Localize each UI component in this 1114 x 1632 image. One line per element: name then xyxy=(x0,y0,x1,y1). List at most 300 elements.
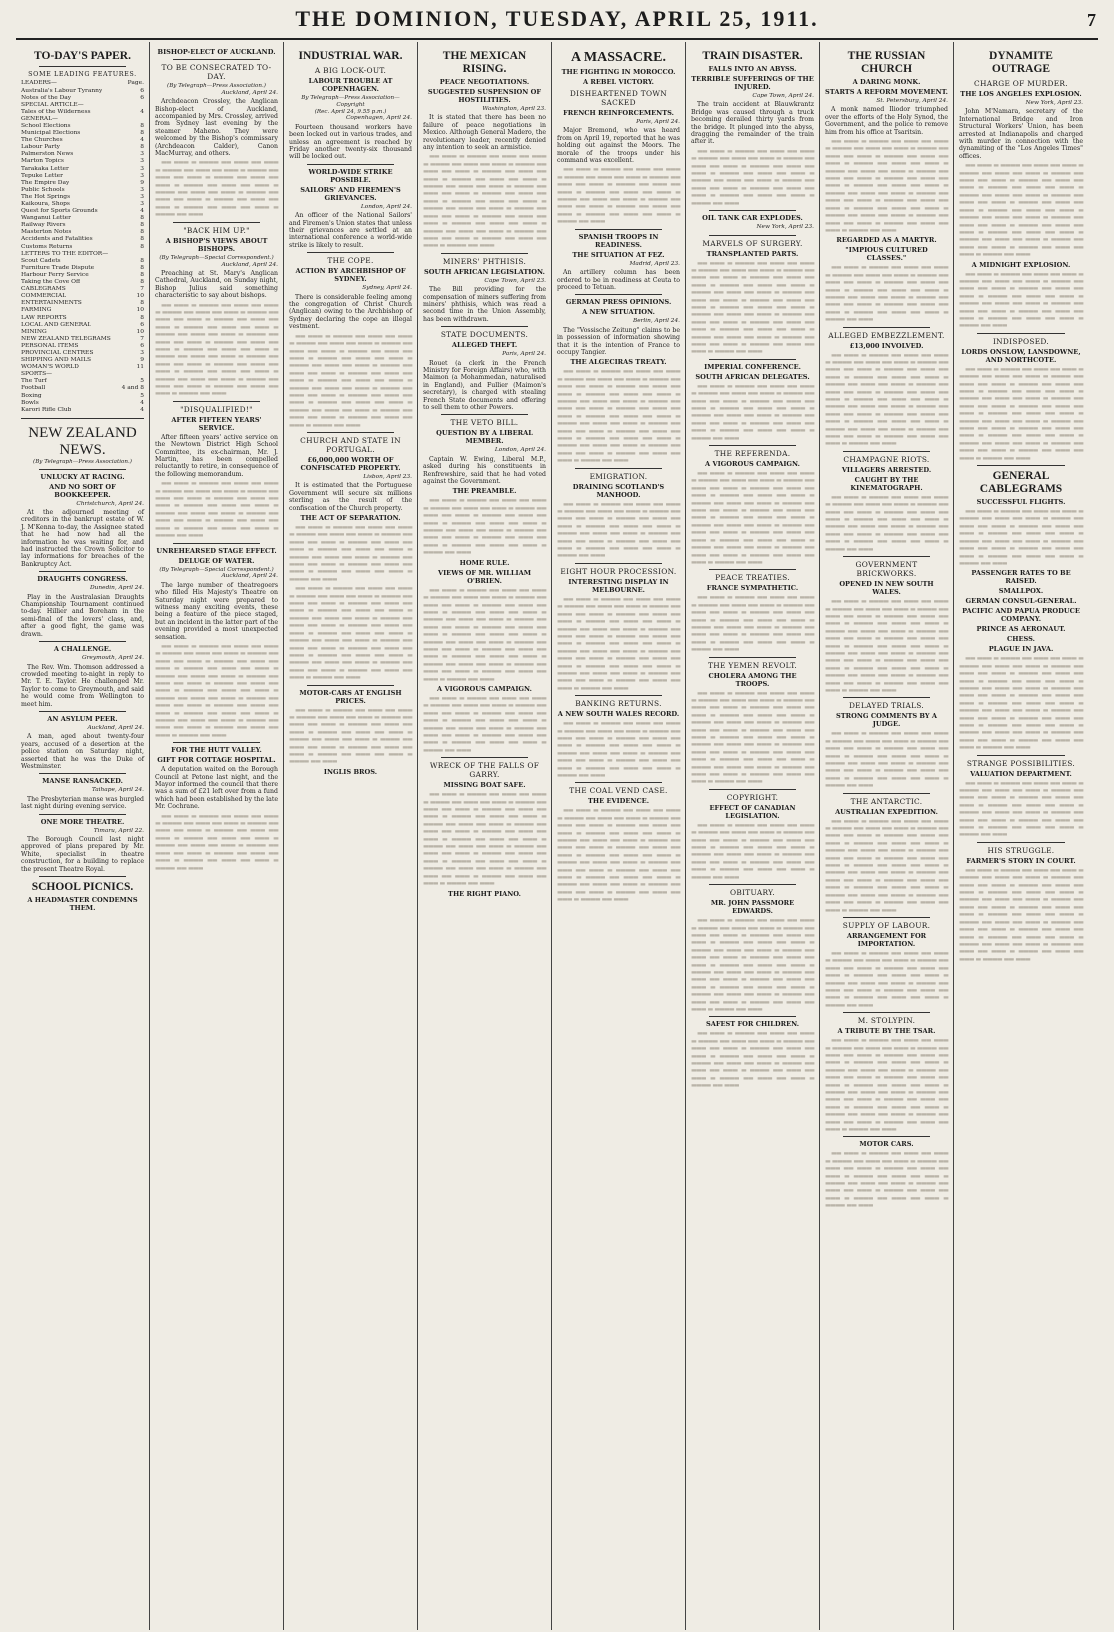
story-subheading: A TRIBUTE BY THE TSAR. xyxy=(837,1027,936,1036)
story-subheading: LORDS ONSLOW, LANSDOWNE, AND NORTHCOTE. xyxy=(961,347,1081,364)
index-entry xyxy=(21,173,144,180)
index-entry xyxy=(21,109,144,116)
index-entry xyxy=(21,151,144,158)
index-entry xyxy=(21,343,144,350)
story-body: Preaching at St. Mary's Anglican Cathedral, Auckland, on Sunday night, Bishop Julius said something characteristic to say about bishops. xyxy=(155,269,278,300)
story-body: It is estimated that the Portuguese Government will secure six millions sterling as the result of the confiscation of the Church property. xyxy=(289,482,412,512)
story-subheading: THE ACT OF SEPARATION. xyxy=(300,514,401,523)
index-entry xyxy=(21,407,144,414)
dateline: London, April 24. xyxy=(360,203,412,210)
index-entry-label: The Turf xyxy=(21,378,47,385)
index-entry xyxy=(21,258,144,265)
filler-text: ▬▬ ▬▬▬ ▬ ▬▬▬▬ ▬▬ ▬▬▬ ▬▬ ▬▬▬ ▬ ▬▬▬▬ ▬▬ ▬▬▬ ▬▬ ▬▬▬ ▬ ▬▬▬▬ ▬▬ ▬▬▬ ▬▬ ▬▬▬ ▬ ▬▬▬▬ ▬▬ ▬▬▬ ▬▬ ▬▬▬ ▬ ▬▬▬▬ ▬▬ ▬▬▬ ▬▬ ▬▬▬ ▬ ▬▬▬▬ ▬▬ ▬▬▬ ▬▬ ▬▬▬ ▬ ▬▬▬▬ ▬▬ ▬▬▬ ▬▬ ▬▬▬ ▬ ▬▬▬▬ ▬▬ ▬▬▬ ▬▬ ▬▬▬ ▬ ▬▬▬▬ ▬▬ ▬▬▬ ▬▬ ▬▬▬ ▬ ▬▬▬▬ ▬▬ ▬▬▬ xyxy=(825,730,948,790)
advert-footer: INGLIS BROS. xyxy=(323,767,378,776)
index-entry-label: ENTERTAINMENTS xyxy=(21,300,82,307)
filler-text: ▬▬ ▬▬▬ ▬ ▬▬▬▬ ▬▬ ▬▬▬ ▬▬ ▬▬▬ ▬ ▬▬▬▬ ▬▬ ▬▬▬ ▬▬ ▬▬▬ ▬ ▬▬▬▬ ▬▬ ▬▬▬ ▬▬ ▬▬▬ ▬ ▬▬▬▬ ▬▬ ▬▬▬ ▬▬ ▬▬▬ ▬ ▬▬▬▬ ▬▬ ▬▬▬ ▬▬ ▬▬▬ ▬ ▬▬▬▬ ▬▬ ▬▬▬ ▬▬ ▬▬▬ ▬ ▬▬▬▬ ▬▬ ▬▬▬ ▬▬ ▬▬▬ ▬ ▬▬▬▬ ▬▬ ▬▬▬ ▬▬ ▬▬▬ ▬ ▬▬▬▬ ▬▬ ▬▬▬ ▬▬ ▬▬▬ ▬ ▬▬▬▬ ▬▬ ▬▬▬ xyxy=(691,1030,814,1090)
story-subheading: THE RIGHT PIANO. xyxy=(448,889,521,898)
story-heading: INDUSTRIAL WAR. xyxy=(298,50,403,62)
index-entry-page: 8 xyxy=(140,300,144,307)
story-subheading: THE FIGHTING IN MOROCCO. xyxy=(561,68,676,76)
index-entry xyxy=(21,385,144,392)
story-subheading: TO BE CONSECRATED TO-DAY. xyxy=(161,63,272,81)
index-entry xyxy=(21,80,144,87)
story-subheading: PASSENGER RATES TO BE RAISED. xyxy=(971,569,1071,586)
filler-text: ▬▬ ▬▬▬ ▬ ▬▬▬▬ ▬▬ ▬▬▬ ▬▬ ▬▬▬ ▬ ▬▬▬▬ ▬▬ ▬▬▬ ▬▬ ▬▬▬ ▬ ▬▬▬▬ ▬▬ ▬▬▬ ▬▬ ▬▬▬ ▬ ▬▬▬▬ ▬▬ ▬▬▬ ▬▬ ▬▬▬ ▬ ▬▬▬▬ ▬▬ ▬▬▬ ▬▬ ▬▬▬ ▬ ▬▬▬▬ ▬▬ ▬▬▬ ▬▬ ▬▬▬ ▬ ▬▬▬▬ ▬▬ ▬▬▬ ▬▬ ▬▬▬ ▬ ▬▬▬▬ ▬▬ ▬▬▬ ▬▬ ▬▬▬ ▬ ▬▬▬▬ ▬▬ ▬▬▬ ▬▬ ▬▬▬ ▬ ▬▬▬▬ ▬▬ ▬▬▬ xyxy=(691,382,814,442)
filler-text: ▬▬ ▬▬▬ ▬ ▬▬▬▬ ▬▬ ▬▬▬ ▬▬ ▬▬▬ ▬ ▬▬▬▬ ▬▬ ▬▬▬ ▬▬ ▬▬▬ ▬ ▬▬▬▬ ▬▬ ▬▬▬ ▬▬ ▬▬▬ ▬ ▬▬▬▬ ▬▬ ▬▬▬ ▬▬ ▬▬▬ ▬ ▬▬▬▬ ▬▬ ▬▬▬ ▬▬ ▬▬▬ ▬ ▬▬▬▬ ▬▬ ▬▬▬ ▬▬ ▬▬▬ ▬ ▬▬▬▬ ▬▬ ▬▬▬ ▬▬ ▬▬▬ ▬ ▬▬▬▬ ▬▬ ▬▬▬ ▬▬ ▬▬▬ ▬ ▬▬▬▬ ▬▬ ▬▬▬ ▬▬ ▬▬▬ ▬ ▬▬▬▬ ▬▬ ▬▬▬ ▬▬ ▬▬▬ ▬ ▬▬▬▬ ▬▬ ▬▬▬ ▬▬ ▬▬▬ ▬ ▬▬▬▬ ▬▬ ▬▬▬ ▬▬ ▬▬▬ ▬ ▬▬▬▬ ▬▬ ▬▬▬ ▬▬ ▬▬▬ ▬ ▬▬▬▬ ▬▬ ▬▬▬ ▬▬ ▬▬▬ ▬ ▬▬▬▬ ▬▬ ▬▬▬ ▬▬ ▬▬▬ ▬ ▬▬▬▬ ▬▬ ▬▬▬ ▬▬ ▬▬▬ ▬ ▬▬▬▬ ▬▬ ▬▬▬ xyxy=(959,365,1083,462)
story-subheading: A VIGOROUS CAMPAIGN. xyxy=(437,684,532,693)
filler-text: ▬▬ ▬▬▬ ▬ ▬▬▬▬ ▬▬ ▬▬▬ ▬▬ ▬▬▬ ▬ ▬▬▬▬ ▬▬ ▬▬▬ ▬▬ ▬▬▬ ▬ ▬▬▬▬ ▬▬ ▬▬▬ ▬▬ ▬▬▬ ▬ ▬▬▬▬ ▬▬ ▬▬▬ ▬▬ ▬▬▬ ▬ ▬▬▬▬ ▬▬ ▬▬▬ ▬▬ ▬▬▬ ▬ ▬▬▬▬ ▬▬ ▬▬▬ ▬▬ ▬▬▬ ▬ ▬▬▬▬ ▬▬ ▬▬▬ ▬▬ ▬▬▬ ▬ ▬▬▬▬ ▬▬ ▬▬▬ ▬▬ ▬▬▬ ▬ ▬▬▬▬ ▬▬ ▬▬▬ ▬▬ ▬▬▬ ▬ ▬▬▬▬ ▬▬ ▬▬▬ ▬▬ ▬▬▬ ▬ ▬▬▬▬ ▬▬ ▬▬▬ ▬▬ ▬▬▬ ▬ ▬▬▬▬ ▬▬ ▬▬▬ ▬▬ ▬▬▬ ▬ ▬▬▬▬ ▬▬ ▬▬▬ ▬▬ ▬▬▬ ▬ ▬▬▬▬ ▬▬ ▬▬▬ ▬▬ ▬▬▬ ▬ ▬▬▬▬ ▬▬ ▬▬▬ ▬▬ ▬▬▬ ▬ ▬▬▬▬ ▬▬ ▬▬▬ ▬▬ ▬▬▬ ▬ ▬▬▬▬ ▬▬ ▬▬▬ xyxy=(423,153,546,250)
story-heading: UNLUCKY AT RACING. xyxy=(40,472,125,481)
index-entry-label: Taking the Cove Off xyxy=(21,279,81,286)
index-entry xyxy=(21,201,144,208)
filler-text: ▬▬ ▬▬▬ ▬ ▬▬▬▬ ▬▬ ▬▬▬ ▬▬ ▬▬▬ ▬ ▬▬▬▬ ▬▬ ▬▬▬ ▬▬ ▬▬▬ ▬ ▬▬▬▬ ▬▬ ▬▬▬ ▬▬ ▬▬▬ ▬ ▬▬▬▬ ▬▬ ▬▬▬ ▬▬ ▬▬▬ ▬ ▬▬▬▬ ▬▬ ▬▬▬ ▬▬ ▬▬▬ ▬ ▬▬▬▬ ▬▬ ▬▬▬ ▬▬ ▬▬▬ ▬ ▬▬▬▬ ▬▬ ▬▬▬ ▬▬ ▬▬▬ ▬ ▬▬▬▬ ▬▬ ▬▬▬ ▬▬ ▬▬▬ ▬ ▬▬▬▬ ▬▬ ▬▬▬ ▬▬ ▬▬▬ ▬ ▬▬▬▬ ▬▬ ▬▬▬ ▬▬ ▬▬▬ ▬ ▬▬▬▬ ▬▬ ▬▬▬ ▬▬ ▬▬▬ ▬ ▬▬▬▬ ▬▬ ▬▬▬ ▬▬ ▬▬▬ ▬ ▬▬▬▬ ▬▬ ▬▬▬ ▬▬ ▬▬▬ ▬ ▬▬▬▬ ▬▬ ▬▬▬ ▬▬ ▬▬▬ ▬ ▬▬▬▬ ▬▬ ▬▬▬ ▬▬ ▬▬▬ ▬ ▬▬▬▬ ▬▬ ▬▬▬ ▬▬ ▬▬▬ ▬ ▬▬▬▬ ▬▬ ▬▬▬ xyxy=(557,807,680,904)
story-subheading: REGARDED AS A MARTYR. xyxy=(836,236,937,245)
story-heading: SUPPLY OF LABOUR. xyxy=(842,920,931,930)
index-entry-page: 8 xyxy=(140,314,144,321)
story-heading: THE VETO BILL. xyxy=(450,418,519,428)
dateline: Madrid, April 23. xyxy=(629,260,680,267)
story-subheading: MR. JOHN PASSMORE EDWARDS. xyxy=(710,899,795,916)
story-heading: UNREHEARSED STAGE EFFECT. xyxy=(156,546,277,555)
dateline: Copenhagen, April 24. xyxy=(346,115,412,122)
story-heading: IMPERIAL CONFERENCE. xyxy=(704,362,801,371)
story-heading: THE REFERENDA. xyxy=(714,449,791,459)
story-subheading: HOME RULE. xyxy=(459,558,510,567)
story-subheading: EFFECT OF CANADIAN LEGISLATION. xyxy=(709,803,796,820)
index-entry xyxy=(21,222,144,229)
index-entry xyxy=(21,378,144,385)
index-entry-page: 6 xyxy=(140,342,144,349)
index-entry-page: 3 xyxy=(140,151,144,158)
advert-heading: MOTOR CARS. xyxy=(859,1140,914,1149)
masthead xyxy=(16,6,1098,40)
filler-text: ▬▬ ▬▬▬ ▬ ▬▬▬▬ ▬▬ ▬▬▬ ▬▬ ▬▬▬ ▬ ▬▬▬▬ ▬▬ ▬▬▬ ▬▬ ▬▬▬ ▬ ▬▬▬▬ ▬▬ ▬▬▬ ▬▬ ▬▬▬ ▬ ▬▬▬▬ ▬▬ ▬▬▬ ▬▬ ▬▬▬ ▬ ▬▬▬▬ ▬▬ ▬▬▬ ▬▬ ▬▬▬ ▬ ▬▬▬▬ ▬▬ ▬▬▬ ▬▬ ▬▬▬ ▬ ▬▬▬▬ ▬▬ ▬▬▬ ▬▬ ▬▬▬ ▬ ▬▬▬▬ ▬▬ ▬▬▬ ▬▬ ▬▬▬ ▬ ▬▬▬▬ ▬▬ ▬▬▬ ▬▬ ▬▬▬ ▬ ▬▬▬▬ ▬▬ ▬▬▬ ▬▬ ▬▬▬ ▬ ▬▬▬▬ ▬▬ ▬▬▬ ▬▬ ▬▬▬ ▬ ▬▬▬▬ ▬▬ ▬▬▬ ▬▬ ▬▬▬ ▬ ▬▬▬▬ ▬▬ ▬▬▬ ▬▬ ▬▬▬ ▬ ▬▬▬▬ ▬▬ ▬▬▬ ▬▬ ▬▬▬ ▬ ▬▬▬▬ ▬▬ ▬▬▬ ▬▬ ▬▬▬ ▬ ▬▬▬▬ ▬▬ ▬▬▬ ▬▬ ▬▬▬ ▬ ▬▬▬▬ ▬▬ ▬▬▬ xyxy=(289,585,412,682)
index-entry xyxy=(21,293,144,300)
story-subheading: LABOUR TROUBLE AT COPENHAGEN. xyxy=(308,77,393,93)
index-entry-label: CABLEGRAMS xyxy=(21,286,66,293)
story-subheading: CAUGHT BY THE KINEMATOGRAPH. xyxy=(850,475,923,492)
story-heading: STRANGE POSSIBILITIES. xyxy=(966,758,1076,768)
story-subheading: PACIFIC AND PAPUA PRODUCE COMPANY. xyxy=(962,607,1080,624)
story-heading: CHAMPAGNE RIOTS. xyxy=(843,454,930,464)
index-entry-label: GENERAL— xyxy=(21,115,58,122)
index-entry-page: 10 xyxy=(136,293,144,300)
story-heading: PEACE TREATIES. xyxy=(715,573,790,583)
dateline: Paris, April 24. xyxy=(502,351,546,358)
filler-text: ▬▬ ▬▬▬ ▬ ▬▬▬▬ ▬▬ ▬▬▬ ▬▬ ▬▬▬ ▬ ▬▬▬▬ ▬▬ ▬▬▬ ▬▬ ▬▬▬ ▬ ▬▬▬▬ ▬▬ ▬▬▬ ▬▬ ▬▬▬ ▬ ▬▬▬▬ ▬▬ ▬▬▬ ▬▬ ▬▬▬ ▬ ▬▬▬▬ ▬▬ ▬▬▬ ▬▬ ▬▬▬ ▬ ▬▬▬▬ ▬▬ ▬▬▬ ▬▬ ▬▬▬ ▬ ▬▬▬▬ ▬▬ ▬▬▬ ▬▬ ▬▬▬ ▬ ▬▬▬▬ ▬▬ ▬▬▬ ▬▬ ▬▬▬ ▬ ▬▬▬▬ ▬▬ ▬▬▬ ▬▬ ▬▬▬ ▬ ▬▬▬▬ ▬▬ ▬▬▬ xyxy=(959,779,1083,839)
dateline: Auckland, April 24. xyxy=(221,261,278,268)
index-entry-label: Australia's Labour Tyranny xyxy=(21,87,103,94)
story-body: The large number of theatregoers who filled His Majesty's Theatre on Saturday night were prepared to witness many exciting events, these being a feature of the piece staged, but an incident in the latter part of the evening provided a most unexpected sensation. xyxy=(155,581,278,641)
index-entry-label: PERSONAL ITEMS xyxy=(21,342,79,349)
dateline: Sydney, April 24. xyxy=(362,285,412,292)
index-entry xyxy=(21,371,144,378)
filler-text: ▬▬ ▬▬▬ ▬ ▬▬▬▬ ▬▬ ▬▬▬ ▬▬ ▬▬▬ ▬ ▬▬▬▬ ▬▬ ▬▬▬ ▬▬ ▬▬▬ ▬ ▬▬▬▬ ▬▬ ▬▬▬ ▬▬ ▬▬▬ ▬ ▬▬▬▬ ▬▬ ▬▬▬ ▬▬ ▬▬▬ ▬ ▬▬▬▬ ▬▬ ▬▬▬ ▬▬ ▬▬▬ ▬ ▬▬▬▬ ▬▬ ▬▬▬ ▬▬ ▬▬▬ ▬ ▬▬▬▬ ▬▬ ▬▬▬ ▬▬ ▬▬▬ ▬ ▬▬▬▬ ▬▬ ▬▬▬ ▬▬ ▬▬▬ ▬ ▬▬▬▬ ▬▬ ▬▬▬ ▬▬ ▬▬▬ ▬ ▬▬▬▬ ▬▬ ▬▬▬ ▬▬ ▬▬▬ ▬ ▬▬▬▬ ▬▬ ▬▬▬ ▬▬ ▬▬▬ ▬ ▬▬▬▬ ▬▬ ▬▬▬ ▬▬ ▬▬▬ ▬ ▬▬▬▬ ▬▬ ▬▬▬ ▬▬ ▬▬▬ ▬ ▬▬▬▬ ▬▬ ▬▬▬ ▬▬ ▬▬▬ ▬ ▬▬▬▬ ▬▬ ▬▬▬ ▬▬ ▬▬▬ ▬ ▬▬▬▬ ▬▬ ▬▬▬ ▬▬ ▬▬▬ ▬ ▬▬▬▬ ▬▬ ▬▬▬ xyxy=(557,368,680,465)
advert-heading: MOTOR-CARS AT ENGLISH PRICES. xyxy=(299,688,402,705)
story-subheading: FARMER'S STORY IN COURT. xyxy=(966,856,1076,865)
story-subheading: DISHEARTENED TOWN SACKED xyxy=(569,89,668,107)
index-entry xyxy=(21,137,144,144)
filler-text: ▬▬ ▬▬▬ ▬ ▬▬▬▬ ▬▬ ▬▬▬ ▬▬ ▬▬▬ ▬ ▬▬▬▬ ▬▬ ▬▬▬ ▬▬ ▬▬▬ ▬ ▬▬▬▬ ▬▬ ▬▬▬ ▬▬ ▬▬▬ ▬ ▬▬▬▬ ▬▬ ▬▬▬ ▬▬ ▬▬▬ ▬ ▬▬▬▬ ▬▬ ▬▬▬ ▬▬ ▬▬▬ ▬ ▬▬▬▬ ▬▬ ▬▬▬ ▬▬ ▬▬▬ ▬ ▬▬▬▬ ▬▬ ▬▬▬ ▬▬ ▬▬▬ ▬ ▬▬▬▬ ▬▬ ▬▬▬ ▬▬ ▬▬▬ ▬ ▬▬▬▬ ▬▬ ▬▬▬ ▬▬ ▬▬▬ ▬ ▬▬▬▬ ▬▬ ▬▬▬ xyxy=(155,159,278,219)
story-body: Fourteen thousand workers have been locked out in various trades, and unless an agreement is reached by Friday another twenty-six thousand will be locked out. xyxy=(289,123,412,161)
dateline: Christchurch, April 24. xyxy=(76,500,144,507)
filler-text: ▬▬ ▬▬▬ ▬ ▬▬▬▬ ▬▬ ▬▬▬ ▬▬ ▬▬▬ ▬ ▬▬▬▬ ▬▬ ▬▬▬ ▬▬ ▬▬▬ ▬ ▬▬▬▬ ▬▬ ▬▬▬ ▬▬ ▬▬▬ ▬ ▬▬▬▬ ▬▬ ▬▬▬ ▬▬ ▬▬▬ ▬ ▬▬▬▬ ▬▬ ▬▬▬ ▬▬ ▬▬▬ ▬ ▬▬▬▬ ▬▬ ▬▬▬ ▬▬ ▬▬▬ ▬ ▬▬▬▬ ▬▬ ▬▬▬ ▬▬ ▬▬▬ ▬ ▬▬▬▬ ▬▬ ▬▬▬ ▬▬ ▬▬▬ ▬ ▬▬▬▬ ▬▬ ▬▬▬ ▬▬ ▬▬▬ ▬ ▬▬▬▬ ▬▬ ▬▬▬ ▬▬ ▬▬▬ ▬ ▬▬▬▬ ▬▬ ▬▬▬ ▬▬ ▬▬▬ ▬ ▬▬▬▬ ▬▬ ▬▬▬ ▬▬ ▬▬▬ ▬ ▬▬▬▬ ▬▬ ▬▬▬ ▬▬ ▬▬▬ ▬ ▬▬▬▬ ▬▬ ▬▬▬ ▬▬ ▬▬▬ ▬ ▬▬▬▬ ▬▬ ▬▬▬ ▬▬ ▬▬▬ ▬ ▬▬▬▬ ▬▬ ▬▬▬ ▬▬ ▬▬▬ ▬ ▬▬▬▬ ▬▬ ▬▬▬ xyxy=(155,642,278,739)
index-entry xyxy=(21,244,144,251)
index-entry-page: 8 xyxy=(140,279,144,286)
received-line: (Rec. April 24, 9.55 p.m.) xyxy=(314,108,387,115)
filler-text: ▬▬ ▬▬▬ ▬ ▬▬▬▬ ▬▬ ▬▬▬ ▬▬ ▬▬▬ ▬ ▬▬▬▬ ▬▬ ▬▬▬ ▬▬ ▬▬▬ ▬ ▬▬▬▬ ▬▬ ▬▬▬ ▬▬ ▬▬▬ ▬ ▬▬▬▬ ▬▬ ▬▬▬ ▬▬ ▬▬▬ ▬ ▬▬▬▬ ▬▬ ▬▬▬ ▬▬ ▬▬▬ ▬ ▬▬▬▬ ▬▬ ▬▬▬ ▬▬ ▬▬▬ ▬ ▬▬▬▬ ▬▬ ▬▬▬ ▬▬ ▬▬▬ ▬ ▬▬▬▬ ▬▬ ▬▬▬ ▬▬ ▬▬▬ ▬ ▬▬▬▬ ▬▬ ▬▬▬ ▬▬ ▬▬▬ ▬ ▬▬▬▬ ▬▬ ▬▬▬ xyxy=(825,1150,948,1210)
index-entry-page: 11 xyxy=(136,364,144,371)
index-entry-label: Labour Party xyxy=(21,144,60,151)
story-body: Archdeacon Crossley, the Anglican Bishop-elect of Auckland, accompanied by Mrs. Crossley, arrived from Sydney last evening by the steamer Maheno. They were welcomed by the Bishop's commissary (Archdeacon Calder), Canon MacMurray, and others. xyxy=(155,98,278,158)
index-entry-label: LOCAL AND GENERAL xyxy=(21,321,92,328)
filler-text: ▬▬ ▬▬▬ ▬ ▬▬▬▬ ▬▬ ▬▬▬ ▬▬ ▬▬▬ ▬ ▬▬▬▬ ▬▬ ▬▬▬ ▬▬ ▬▬▬ ▬ ▬▬▬▬ ▬▬ ▬▬▬ ▬▬ ▬▬▬ ▬ ▬▬▬▬ ▬▬ ▬▬▬ ▬▬ ▬▬▬ ▬ ▬▬▬▬ ▬▬ ▬▬▬ ▬▬ ▬▬▬ ▬ ▬▬▬▬ ▬▬ ▬▬▬ ▬▬ ▬▬▬ ▬ ▬▬▬▬ ▬▬ ▬▬▬ ▬▬ ▬▬▬ ▬ ▬▬▬▬ ▬▬ ▬▬▬ ▬▬ ▬▬▬ ▬ ▬▬▬▬ ▬▬ ▬▬▬ ▬▬ ▬▬▬ ▬ ▬▬▬▬ ▬▬ ▬▬▬ xyxy=(825,264,948,324)
story-subheading: DELUGE OF WATER. xyxy=(178,556,255,565)
index-entry xyxy=(21,336,144,343)
story-subheading: TRANSPLANTED PARTS. xyxy=(706,249,799,258)
index-entry xyxy=(21,215,144,222)
story-body: It is stated that there has been no failure of peace negotiations in Mexico. Although General Madero, the revolutionary leader, recently denied any intention to seek an armistice. xyxy=(423,114,546,152)
story-heading: HIS STRUGGLE. xyxy=(987,845,1055,855)
dateline: Washington, April 23. xyxy=(482,106,546,112)
story-subheading: A NEW SOUTH WALES RECORD. xyxy=(557,710,680,719)
source-line: By Telegraph—Press Association—Copyright xyxy=(301,95,400,108)
index-entry-page: 3 xyxy=(140,158,144,165)
dateline: Timaru, April 22. xyxy=(93,827,144,834)
story-body: The Rev. Wm. Thomson addressed a crowded meeting to-night in reply to Mr. T. E. Taylor. He challenged Mr. Taylor to come to Greymouth, and said he would come from Wellington to meet him. xyxy=(21,663,144,708)
story-subheading: A DARING MONK. xyxy=(852,78,921,86)
index-entry-label: PROVINCIAL CENTRES xyxy=(21,349,94,356)
index-entry-page: 9 xyxy=(140,179,144,186)
dateline: Auckland, April 24. xyxy=(221,89,278,96)
todays-paper-heading: TO-DAY'S PAPER. xyxy=(34,50,131,62)
index-entry-page: 8 xyxy=(140,229,144,236)
index-entry xyxy=(21,300,144,307)
index-entry-page: 3 xyxy=(140,349,144,356)
nz-news-heading: NEW ZEALAND NEWS. xyxy=(28,424,137,458)
story-heading: AN ASYLUM PEER. xyxy=(47,714,118,723)
story-subheading: ARRANGEMENT FOR IMPORTATION. xyxy=(846,931,927,948)
index-entry-label: NEW ZEALAND TELEGRAMS xyxy=(21,335,111,342)
index-entry-label: Karori Rifle Club xyxy=(21,406,72,413)
index-entry xyxy=(21,315,144,322)
filler-text: ▬▬ ▬▬▬ ▬ ▬▬▬▬ ▬▬ ▬▬▬ ▬▬ ▬▬▬ ▬ ▬▬▬▬ ▬▬ ▬▬▬ ▬▬ ▬▬▬ ▬ ▬▬▬▬ ▬▬ ▬▬▬ ▬▬ ▬▬▬ ▬ ▬▬▬▬ ▬▬ ▬▬▬ ▬▬ ▬▬▬ ▬ ▬▬▬▬ ▬▬ ▬▬▬ ▬▬ ▬▬▬ ▬ ▬▬▬▬ ▬▬ ▬▬▬ ▬▬ ▬▬▬ ▬ ▬▬▬▬ ▬▬ ▬▬▬ ▬▬ ▬▬▬ ▬ ▬▬▬▬ ▬▬ ▬▬▬ ▬▬ ▬▬▬ ▬ ▬▬▬▬ ▬▬ ▬▬▬ ▬▬ ▬▬▬ ▬ ▬▬▬▬ ▬▬ ▬▬▬ ▬▬ ▬▬▬ ▬ ▬▬▬▬ ▬▬ ▬▬▬ ▬▬ ▬▬▬ ▬ ▬▬▬▬ ▬▬ ▬▬▬ ▬▬ ▬▬▬ ▬ ▬▬▬▬ ▬▬ ▬▬▬ ▬▬ ▬▬▬ ▬ ▬▬▬▬ ▬▬ ▬▬▬ ▬▬ ▬▬▬ ▬ ▬▬▬▬ ▬▬ ▬▬▬ ▬▬ ▬▬▬ ▬ ▬▬▬▬ ▬▬ ▬▬▬ ▬▬ ▬▬▬ ▬ ▬▬▬▬ ▬▬ ▬▬▬ xyxy=(825,598,948,694)
story-body: An artillery column has been ordered to be in readiness at Ceuta to proceed to Tetuan. xyxy=(557,269,680,291)
story-subheading: THE PREAMBLE. xyxy=(452,487,517,496)
index-entry-page: 5 xyxy=(140,378,144,385)
dateline: Cape Town, April 24. xyxy=(752,93,814,99)
index-entry-page: 4 and 8 xyxy=(121,385,144,392)
story-heading: WORLD-WIDE STRIKE POSSIBLE. xyxy=(308,167,393,184)
story-heading: EMIGRATION. xyxy=(589,471,648,481)
story-subheading: £6,000,000 WORTH OF CONFISCATED PROPERTY. xyxy=(300,455,401,472)
index-entry-page: 3 xyxy=(140,165,144,172)
source-line: (By Telegraph—Special Correspondent.) xyxy=(159,566,274,573)
story-body: A deputation waited on the Borough Council at Petone last night, and the Mayor informed the council that there was a sum of £21 left over from a fund which had been established by the late Mr. Cochrane. xyxy=(155,766,278,811)
story-heading: M. STOLYPIN. xyxy=(857,1016,916,1026)
story-heading: OBITUARY. xyxy=(730,888,775,898)
dateline: Auckland, April 24. xyxy=(87,724,144,731)
index-entry-label: SPORTS— xyxy=(21,371,53,378)
index-entry-page: 7 xyxy=(140,286,144,293)
index-entry-label: SPECIAL ARTICLE— xyxy=(21,101,84,108)
index-entry xyxy=(21,286,144,293)
story-heading: "DISQUALIFIED!" xyxy=(180,404,253,414)
filler-text: ▬▬ ▬▬▬ ▬ ▬▬▬▬ ▬▬ ▬▬▬ ▬▬ ▬▬▬ ▬ ▬▬▬▬ ▬▬ ▬▬▬ ▬▬ ▬▬▬ ▬ ▬▬▬▬ ▬▬ ▬▬▬ ▬▬ ▬▬▬ ▬ ▬▬▬▬ ▬▬ ▬▬▬ ▬▬ ▬▬▬ ▬ ▬▬▬▬ ▬▬ ▬▬▬ ▬▬ ▬▬▬ ▬ ▬▬▬▬ ▬▬ ▬▬▬ ▬▬ ▬▬▬ ▬ ▬▬▬▬ ▬▬ ▬▬▬ ▬▬ ▬▬▬ ▬ ▬▬▬▬ ▬▬ ▬▬▬ ▬▬ ▬▬▬ ▬ ▬▬▬▬ ▬▬ ▬▬▬ ▬▬ ▬▬▬ ▬ ▬▬▬▬ ▬▬ ▬▬▬ xyxy=(825,949,948,1009)
story-heading: CHURCH AND STATE IN PORTUGAL. xyxy=(300,435,401,454)
story-heading: THE ANTARCTIC. xyxy=(850,796,923,806)
story-subheading: THE LOS ANGELES EXPLOSION. xyxy=(960,90,1082,98)
story-subheading: A HEADMASTER CONDEMNS THEM. xyxy=(27,896,138,913)
filler-text: ▬▬ ▬▬▬ ▬ ▬▬▬▬ ▬▬ ▬▬▬ ▬▬ ▬▬▬ ▬ ▬▬▬▬ ▬▬ ▬▬▬ ▬▬ ▬▬▬ ▬ ▬▬▬▬ ▬▬ ▬▬▬ ▬▬ ▬▬▬ ▬ ▬▬▬▬ ▬▬ ▬▬▬ ▬▬ ▬▬▬ ▬ ▬▬▬▬ ▬▬ ▬▬▬ ▬▬ ▬▬▬ ▬ ▬▬▬▬ ▬▬ ▬▬▬ ▬▬ ▬▬▬ ▬ ▬▬▬▬ ▬▬ ▬▬▬ ▬▬ ▬▬▬ ▬ ▬▬▬▬ ▬▬ ▬▬▬ ▬▬ ▬▬▬ ▬ ▬▬▬▬ ▬▬ ▬▬▬ ▬▬ ▬▬▬ ▬ ▬▬▬▬ ▬▬ ▬▬▬ ▬▬ ▬▬▬ ▬ ▬▬▬▬ ▬▬ ▬▬▬ ▬▬ ▬▬▬ ▬ ▬▬▬▬ ▬▬ ▬▬▬ ▬▬ ▬▬▬ ▬ ▬▬▬▬ ▬▬ ▬▬▬ ▬▬ ▬▬▬ ▬ ▬▬▬▬ ▬▬ ▬▬▬ ▬▬ ▬▬▬ ▬ ▬▬▬▬ ▬▬ ▬▬▬ ▬▬ ▬▬▬ ▬ ▬▬▬▬ ▬▬ ▬▬▬ ▬▬ ▬▬▬ ▬ ▬▬▬▬ ▬▬ ▬▬▬ xyxy=(423,586,546,683)
story-heading: BANKING RETURNS. xyxy=(575,699,662,709)
story-heading: TRAIN DISASTER. xyxy=(702,50,803,62)
filler-text: ▬▬ ▬▬▬ ▬ ▬▬▬▬ ▬▬ ▬▬▬ ▬▬ ▬▬▬ ▬ ▬▬▬▬ ▬▬ ▬▬▬ ▬▬ ▬▬▬ ▬ ▬▬▬▬ ▬▬ ▬▬▬ ▬▬ ▬▬▬ ▬ ▬▬▬▬ ▬▬ ▬▬▬ ▬▬ ▬▬▬ ▬ ▬▬▬▬ ▬▬ ▬▬▬ ▬▬ ▬▬▬ ▬ ▬▬▬▬ ▬▬ ▬▬▬ ▬▬ ▬▬▬ ▬ ▬▬▬▬ ▬▬ ▬▬▬ ▬▬ ▬▬▬ ▬ ▬▬▬▬ ▬▬ ▬▬▬ ▬▬ ▬▬▬ ▬ ▬▬▬▬ ▬▬ ▬▬▬ ▬▬ ▬▬▬ ▬ ▬▬▬▬ ▬▬ ▬▬▬ xyxy=(557,720,680,779)
filler-text: ▬▬ ▬▬▬ ▬ ▬▬▬▬ ▬▬ ▬▬▬ ▬▬ ▬▬▬ ▬ ▬▬▬▬ ▬▬ ▬▬▬ ▬▬ ▬▬▬ ▬ ▬▬▬▬ ▬▬ ▬▬▬ ▬▬ ▬▬▬ ▬ ▬▬▬▬ ▬▬ ▬▬▬ ▬▬ ▬▬▬ ▬ ▬▬▬▬ ▬▬ ▬▬▬ ▬▬ ▬▬▬ ▬ ▬▬▬▬ ▬▬ ▬▬▬ ▬▬ ▬▬▬ ▬ ▬▬▬▬ ▬▬ ▬▬▬ ▬▬ ▬▬▬ ▬ ▬▬▬▬ ▬▬ ▬▬▬ ▬▬ ▬▬▬ ▬ ▬▬▬▬ ▬▬ ▬▬▬ ▬▬ ▬▬▬ ▬ ▬▬▬▬ ▬▬ ▬▬▬ ▬▬ ▬▬▬ ▬ ▬▬▬▬ ▬▬ ▬▬▬ ▬▬ ▬▬▬ ▬ ▬▬▬▬ ▬▬ ▬▬▬ ▬▬ ▬▬▬ ▬ ▬▬▬▬ ▬▬ ▬▬▬ ▬▬ ▬▬▬ ▬ ▬▬▬▬ ▬▬ ▬▬▬ ▬▬ ▬▬▬ ▬ ▬▬▬▬ ▬▬ ▬▬▬ ▬▬ ▬▬▬ ▬ ▬▬▬▬ ▬▬ ▬▬▬ ▬▬ ▬▬▬ ▬ ▬▬▬▬ ▬▬ ▬▬▬ xyxy=(691,470,814,566)
story-subheading: PRINCE AS AERONAUT. xyxy=(976,625,1066,634)
story-subheading: A REBEL VICTORY. xyxy=(583,78,654,86)
index-entry-label: Tales of the Wilderness xyxy=(21,108,91,115)
story-heading: THE MEXICAN RISING. xyxy=(442,50,527,75)
index-entry-page: 3 xyxy=(140,193,144,200)
story-heading: OIL TANK CAR EXPLODES. xyxy=(702,214,803,223)
filler-text: ▬▬ ▬▬▬ ▬ ▬▬▬▬ ▬▬ ▬▬▬ ▬▬ ▬▬▬ ▬ ▬▬▬▬ ▬▬ ▬▬▬ ▬▬ ▬▬▬ ▬ ▬▬▬▬ ▬▬ ▬▬▬ ▬▬ ▬▬▬ ▬ ▬▬▬▬ ▬▬ ▬▬▬ ▬▬ ▬▬▬ ▬ ▬▬▬▬ ▬▬ ▬▬▬ ▬▬ ▬▬▬ ▬ ▬▬▬▬ ▬▬ ▬▬▬ ▬▬ ▬▬▬ ▬ ▬▬▬▬ ▬▬ ▬▬▬ ▬▬ ▬▬▬ ▬ ▬▬▬▬ ▬▬ ▬▬▬ ▬▬ ▬▬▬ ▬ ▬▬▬▬ ▬▬ ▬▬▬ ▬▬ ▬▬▬ ▬ ▬▬▬▬ ▬▬ ▬▬▬ xyxy=(691,821,814,881)
story-heading: ONE MORE THEATRE. xyxy=(40,817,125,826)
index-entry-page: 4 xyxy=(140,406,144,413)
index-entry-label: Quest for Sports Grounds xyxy=(21,208,98,215)
dateline: St. Petersburg, April 24. xyxy=(876,98,948,104)
filler-text: ▬▬ ▬▬▬ ▬ ▬▬▬▬ ▬▬ ▬▬▬ ▬▬ ▬▬▬ ▬ ▬▬▬▬ ▬▬ ▬▬▬ ▬▬ ▬▬▬ ▬ ▬▬▬▬ ▬▬ ▬▬▬ ▬▬ ▬▬▬ ▬ ▬▬▬▬ ▬▬ ▬▬▬ ▬▬ ▬▬▬ ▬ ▬▬▬▬ ▬▬ ▬▬▬ ▬▬ ▬▬▬ ▬ ▬▬▬▬ ▬▬ ▬▬▬ ▬▬ ▬▬▬ ▬ ▬▬▬▬ ▬▬ ▬▬▬ ▬▬ ▬▬▬ ▬ ▬▬▬▬ ▬▬ ▬▬▬ ▬▬ ▬▬▬ ▬ ▬▬▬▬ ▬▬ ▬▬▬ ▬▬ ▬▬▬ ▬ ▬▬▬▬ ▬▬ ▬▬▬ ▬▬ ▬▬▬ ▬ ▬▬▬▬ ▬▬ ▬▬▬ ▬▬ ▬▬▬ ▬ ▬▬▬▬ ▬▬ ▬▬▬ ▬▬ ▬▬▬ ▬ ▬▬▬▬ ▬▬ ▬▬▬ ▬▬ ▬▬▬ ▬ ▬▬▬▬ ▬▬ ▬▬▬ ▬▬ ▬▬▬ ▬ ▬▬▬▬ ▬▬ ▬▬▬ ▬▬ ▬▬▬ ▬ ▬▬▬▬ ▬▬ ▬▬▬ ▬▬ ▬▬▬ ▬ ▬▬▬▬ ▬▬ ▬▬▬ xyxy=(691,689,814,786)
story-subheading: FRANCE SYMPATHETIC. xyxy=(706,584,799,593)
index-entry xyxy=(21,166,144,173)
index-entry-page: 4 xyxy=(140,399,144,406)
story-subheading: AND NO SORT OF BOOKKEEPER. xyxy=(49,482,116,499)
story-heading: THE COPE. xyxy=(327,256,374,266)
index-entry-page: 3 xyxy=(140,172,144,179)
story-heading: "BACK HIM UP." xyxy=(183,225,250,235)
index-entry-label: Harbour Ferry Service xyxy=(21,271,89,278)
source-line: (By Telegraph—Press Association.) xyxy=(167,83,266,89)
story-subheading: ALLEGED THEFT. xyxy=(451,341,518,350)
index-entry-label: Tepuke Letter xyxy=(21,172,63,179)
story-heading: A CHALLENGE. xyxy=(53,645,112,654)
story-subheading: THE SITUATION AT FEZ. xyxy=(572,250,665,259)
dateline: Berlin, April 24. xyxy=(632,318,680,325)
story-subheading: AUSTRALIAN EXPEDITION. xyxy=(835,807,938,816)
story-body: At the adjourned meeting of creditors in the bankrupt estate of W. J. M'Kenna to-day, the Assignee stated that he had now had all the information he was waiting for, and had instructed the Crown Solicitor to lay informations for breaches of the Bankruptcy Act. xyxy=(21,509,144,568)
story-body: Play in the Australasian Draughts Championship Tournament continued to-day. Hillier and Boreham in the semi-final of the lovers' class, and, after a good fight, the game was drawn. xyxy=(21,593,144,638)
column-6 xyxy=(686,42,820,1630)
story-heading: MINERS' PHTHISIS. xyxy=(442,256,527,266)
story-subheading: FALLS INTO AN ABYSS. xyxy=(708,65,797,73)
index-entry-page: 6 xyxy=(140,321,144,328)
filler-text: ▬▬ ▬▬▬ ▬ ▬▬▬▬ ▬▬ ▬▬▬ ▬▬ ▬▬▬ ▬ ▬▬▬▬ ▬▬ ▬▬▬ ▬▬ ▬▬▬ ▬ ▬▬▬▬ ▬▬ ▬▬▬ ▬▬ ▬▬▬ ▬ ▬▬▬▬ ▬▬ ▬▬▬ ▬▬ ▬▬▬ ▬ ▬▬▬▬ ▬▬ ▬▬▬ ▬▬ ▬▬▬ ▬ ▬▬▬▬ ▬▬ ▬▬▬ ▬▬ ▬▬▬ ▬ ▬▬▬▬ ▬▬ ▬▬▬ ▬▬ ▬▬▬ ▬ ▬▬▬▬ ▬▬ ▬▬▬ ▬▬ ▬▬▬ ▬ ▬▬▬▬ ▬▬ ▬▬▬ ▬▬ ▬▬▬ ▬ ▬▬▬▬ ▬▬ ▬▬▬ xyxy=(423,497,546,557)
advert-heading: SAFEST FOR CHILDREN. xyxy=(705,1020,800,1029)
filler-text: ▬▬ ▬▬▬ ▬ ▬▬▬▬ ▬▬ ▬▬▬ ▬▬ ▬▬▬ ▬ ▬▬▬▬ ▬▬ ▬▬▬ ▬▬ ▬▬▬ ▬ ▬▬▬▬ ▬▬ ▬▬▬ ▬▬ ▬▬▬ ▬ ▬▬▬▬ ▬▬ ▬▬▬ ▬▬ ▬▬▬ ▬ ▬▬▬▬ ▬▬ ▬▬▬ ▬▬ ▬▬▬ ▬ ▬▬▬▬ ▬▬ ▬▬▬ ▬▬ ▬▬▬ ▬ ▬▬▬▬ ▬▬ ▬▬▬ ▬▬ ▬▬▬ ▬ ▬▬▬▬ ▬▬ ▬▬▬ ▬▬ ▬▬▬ ▬ ▬▬▬▬ ▬▬ ▬▬▬ ▬▬ ▬▬▬ ▬ ▬▬▬▬ ▬▬ ▬▬▬ ▬▬ ▬▬▬ ▬ ▬▬▬▬ ▬▬ ▬▬▬ ▬▬ ▬▬▬ ▬ ▬▬▬▬ ▬▬ ▬▬▬ ▬▬ ▬▬▬ ▬ ▬▬▬▬ ▬▬ ▬▬▬ ▬▬ ▬▬▬ ▬ ▬▬▬▬ ▬▬ ▬▬▬ ▬▬ ▬▬▬ ▬ ▬▬▬▬ ▬▬ ▬▬▬ ▬▬ ▬▬▬ ▬ ▬▬▬▬ ▬▬ ▬▬▬ ▬▬ ▬▬▬ ▬ ▬▬▬▬ ▬▬ ▬▬▬ xyxy=(155,301,278,398)
contents-index xyxy=(21,80,144,250)
story-body: After fifteen years' active service on the Newtown District High School Committee, its ex-chairman, Mr. J. Martin, has been compelled reluctantly to retire, in consequence of the following memorandum. xyxy=(155,433,278,478)
index-entry-label: COMMERCIAL xyxy=(21,293,67,300)
index-entry xyxy=(21,272,144,279)
story-subheading: CHOLERA AMONG THE TROOPS. xyxy=(708,671,797,688)
story-heading: MANSE RANSACKED. xyxy=(42,777,123,786)
index-entry-page: 4 xyxy=(140,137,144,144)
dateline: New York, April 23. xyxy=(1025,100,1083,106)
story-heading: A MASSACRE. xyxy=(571,50,666,65)
filler-text: ▬▬ ▬▬▬ ▬ ▬▬▬▬ ▬▬ ▬▬▬ ▬▬ ▬▬▬ ▬ ▬▬▬▬ ▬▬ ▬▬▬ ▬▬ ▬▬▬ ▬ ▬▬▬▬ ▬▬ ▬▬▬ ▬▬ ▬▬▬ ▬ ▬▬▬▬ ▬▬ ▬▬▬ ▬▬ ▬▬▬ ▬ ▬▬▬▬ ▬▬ ▬▬▬ ▬▬ ▬▬▬ ▬ ▬▬▬▬ ▬▬ ▬▬▬ ▬▬ ▬▬▬ ▬ ▬▬▬▬ ▬▬ ▬▬▬ ▬▬ ▬▬▬ ▬ ▬▬▬▬ ▬▬ ▬▬▬ ▬▬ ▬▬▬ ▬ ▬▬▬▬ ▬▬ ▬▬▬ ▬▬ ▬▬▬ ▬ ▬▬▬▬ ▬▬ ▬▬▬ ▬▬ ▬▬▬ ▬ ▬▬▬▬ ▬▬ ▬▬▬ ▬▬ ▬▬▬ ▬ ▬▬▬▬ ▬▬ ▬▬▬ ▬▬ ▬▬▬ ▬ ▬▬▬▬ ▬▬ ▬▬▬ ▬▬ ▬▬▬ ▬ ▬▬▬▬ ▬▬ ▬▬▬ ▬▬ ▬▬▬ ▬ ▬▬▬▬ ▬▬ ▬▬▬ ▬▬ ▬▬▬ ▬ ▬▬▬▬ ▬▬ ▬▬▬ ▬▬ ▬▬▬ ▬ ▬▬▬▬ ▬▬ ▬▬▬ xyxy=(557,595,680,692)
story-subheading: GIFT FOR COTTAGE HOSPITAL. xyxy=(157,756,276,765)
story-subheading: SAILORS' AND FIREMEN'S GRIEVANCES. xyxy=(300,185,401,202)
story-heading: DRAUGHTS CONGRESS. xyxy=(37,575,128,584)
index-entry-page: 8 xyxy=(140,271,144,278)
index-entry xyxy=(21,180,144,187)
filler-text: ▬▬ ▬▬▬ ▬ ▬▬▬▬ ▬▬ ▬▬▬ ▬▬ ▬▬▬ ▬ ▬▬▬▬ ▬▬ ▬▬▬ ▬▬ ▬▬▬ ▬ ▬▬▬▬ ▬▬ ▬▬▬ ▬▬ ▬▬▬ ▬ ▬▬▬▬ ▬▬ ▬▬▬ ▬▬ ▬▬▬ ▬ ▬▬▬▬ ▬▬ ▬▬▬ ▬▬ ▬▬▬ ▬ ▬▬▬▬ ▬▬ ▬▬▬ ▬▬ ▬▬▬ ▬ ▬▬▬▬ ▬▬ ▬▬▬ ▬▬ ▬▬▬ ▬ ▬▬▬▬ ▬▬ ▬▬▬ ▬▬ ▬▬▬ ▬ ▬▬▬▬ ▬▬ ▬▬▬ ▬▬ ▬▬▬ ▬ ▬▬▬▬ ▬▬ ▬▬▬ ▬▬ ▬▬▬ ▬ ▬▬▬▬ ▬▬ ▬▬▬ ▬▬ ▬▬▬ ▬ ▬▬▬▬ ▬▬ ▬▬▬ ▬▬ ▬▬▬ ▬ ▬▬▬▬ ▬▬ ▬▬▬ ▬▬ ▬▬▬ ▬ ▬▬▬▬ ▬▬ ▬▬▬ ▬▬ ▬▬▬ ▬ ▬▬▬▬ ▬▬ ▬▬▬ ▬▬ ▬▬▬ ▬ ▬▬▬▬ ▬▬ ▬▬▬ ▬▬ ▬▬▬ ▬ ▬▬▬▬ ▬▬ ▬▬▬ xyxy=(691,917,814,1013)
index-entry xyxy=(21,187,144,194)
index-entry-page: 8 xyxy=(140,130,144,137)
dateline: Paris, April 24. xyxy=(636,119,680,125)
story-subheading: SUCCESSFUL FLIGHTS. xyxy=(976,498,1066,507)
story-subheading: VIEWS OF MR. WILLIAM O'BRIEN. xyxy=(437,568,532,585)
story-heading: THE YEMEN REVOLT. xyxy=(708,660,797,670)
index-entry xyxy=(21,350,144,357)
index-entry-page: 3 xyxy=(140,201,144,207)
index-entry-label: Football xyxy=(21,385,46,392)
story-subheading: SOUTH AFRICAN LEGISLATION. xyxy=(424,267,545,276)
index-entry-label: Palmerston News xyxy=(21,151,74,158)
index-entry xyxy=(21,329,144,336)
filler-text: ▬▬ ▬▬▬ ▬ ▬▬▬▬ ▬▬ ▬▬▬ ▬▬ ▬▬▬ ▬ ▬▬▬▬ ▬▬ ▬▬▬ ▬▬ ▬▬▬ ▬ ▬▬▬▬ ▬▬ ▬▬▬ ▬▬ ▬▬▬ ▬ ▬▬▬▬ ▬▬ ▬▬▬ ▬▬ ▬▬▬ ▬ ▬▬▬▬ ▬▬ ▬▬▬ ▬▬ ▬▬▬ ▬ ▬▬▬▬ ▬▬ ▬▬▬ ▬▬ ▬▬▬ ▬ ▬▬▬▬ ▬▬ ▬▬▬ ▬▬ ▬▬▬ ▬ ▬▬▬▬ ▬▬ ▬▬▬ ▬▬ ▬▬▬ ▬ ▬▬▬▬ ▬▬ ▬▬▬ ▬▬ ▬▬▬ ▬ ▬▬▬▬ ▬▬ ▬▬▬ ▬▬ ▬▬▬ ▬ ▬▬▬▬ ▬▬ ▬▬▬ ▬▬ ▬▬▬ ▬ ▬▬▬▬ ▬▬ ▬▬▬ ▬▬ ▬▬▬ ▬ ▬▬▬▬ ▬▬ ▬▬▬ ▬▬ ▬▬▬ ▬ ▬▬▬▬ ▬▬ ▬▬▬ ▬▬ ▬▬▬ ▬ ▬▬▬▬ ▬▬ ▬▬▬ ▬▬ ▬▬▬ ▬ ▬▬▬▬ ▬▬ ▬▬▬ ▬▬ ▬▬▬ ▬ ▬▬▬▬ ▬▬ ▬▬▬ xyxy=(423,791,546,888)
story-body: The Presbyterian manse was burgled last night during evening service. xyxy=(21,795,144,811)
index-entry-page: 4 xyxy=(140,208,144,215)
index-entry xyxy=(21,322,144,329)
index-entry-page: 10 xyxy=(136,328,144,335)
story-heading: STATE DOCUMENTS. xyxy=(440,330,529,340)
index-entry-page: 7 xyxy=(140,335,144,342)
filler-text: ▬▬ ▬▬▬ ▬ ▬▬▬▬ ▬▬ ▬▬▬ ▬▬ ▬▬▬ ▬ ▬▬▬▬ ▬▬ ▬▬▬ ▬▬ ▬▬▬ ▬ ▬▬▬▬ ▬▬ ▬▬▬ ▬▬ ▬▬▬ ▬ ▬▬▬▬ ▬▬ ▬▬▬ ▬▬ ▬▬▬ ▬ ▬▬▬▬ ▬▬ ▬▬▬ ▬▬ ▬▬▬ ▬ ▬▬▬▬ ▬▬ ▬▬▬ ▬▬ ▬▬▬ ▬ ▬▬▬▬ ▬▬ ▬▬▬ ▬▬ ▬▬▬ ▬ ▬▬▬▬ ▬▬ ▬▬▬ ▬▬ ▬▬▬ ▬ ▬▬▬▬ ▬▬ ▬▬▬ ▬▬ ▬▬▬ ▬ ▬▬▬▬ ▬▬ ▬▬▬ ▬▬ ▬▬▬ ▬ ▬▬▬▬ ▬▬ ▬▬▬ ▬▬ ▬▬▬ ▬ ▬▬▬▬ ▬▬ ▬▬▬ ▬▬ ▬▬▬ ▬ ▬▬▬▬ ▬▬ ▬▬▬ ▬▬ ▬▬▬ ▬ ▬▬▬▬ ▬▬ ▬▬▬ ▬▬ ▬▬▬ ▬ ▬▬▬▬ ▬▬ ▬▬▬ ▬▬ ▬▬▬ ▬ ▬▬▬▬ ▬▬ ▬▬▬ ▬▬ ▬▬▬ ▬ ▬▬▬▬ ▬▬ ▬▬▬ xyxy=(825,138,948,234)
story-heading: FOR THE HUTT VALLEY. xyxy=(171,746,262,755)
column-8 xyxy=(954,42,1088,1630)
dateline: Auckland, April 24. xyxy=(221,573,278,580)
story-body: Captain W. Ewing, Liberal M.P., asked during his constituents in Renfrewshire, said that he had voted against the Government. xyxy=(423,455,546,486)
story-body: A man, aged about twenty-four years, accused of a desertion at the police station on Saturday night, asserted that he was the Duke of Westminster. xyxy=(21,733,144,770)
index-entry-label: Municipal Elections xyxy=(21,130,81,137)
index-entry-page: 5 xyxy=(140,392,144,399)
story-subheading: STARTS A REFORM MOVEMENT. xyxy=(825,88,948,96)
story-heading: THE RUSSIAN CHURCH xyxy=(847,50,926,75)
index-entry-label: Accidents and Fatalities xyxy=(21,236,93,243)
index-entry-page: 8 xyxy=(140,236,144,243)
dateline: Greymouth, April 24. xyxy=(81,655,144,662)
story-subheading: INTERESTING DISPLAY IN MELBOURNE. xyxy=(568,577,669,594)
story-subheading: SMALLPOX. xyxy=(998,587,1044,596)
index-entry-label: Boxing xyxy=(21,392,42,399)
index-entry-label: The Hot Springs xyxy=(21,193,71,200)
index-entry-label: Masterton Notes xyxy=(21,229,72,236)
story-subheading: "IMPIOUS CULTURED CLASSES." xyxy=(845,246,928,263)
story-subheading: STRONG COMMENTS BY A JUDGE. xyxy=(835,712,938,729)
story-body: John M'Namara, secretary of the International Bridge and Iron Structural Workers' Union, has been arrested at Indianapolis and charged with murder in connection with the dynamiting of the "Los Angeles Times" offices. xyxy=(959,108,1083,160)
story-heading: SCHOOL PICNICS. xyxy=(31,881,134,894)
filler-text: ▬▬ ▬▬▬ ▬ ▬▬▬▬ ▬▬ ▬▬▬ ▬▬ ▬▬▬ ▬ ▬▬▬▬ ▬▬ ▬▬▬ ▬▬ ▬▬▬ ▬ ▬▬▬▬ ▬▬ ▬▬▬ ▬▬ ▬▬▬ ▬ ▬▬▬▬ ▬▬ ▬▬▬ ▬▬ ▬▬▬ ▬ ▬▬▬▬ ▬▬ ▬▬▬ ▬▬ ▬▬▬ ▬ ▬▬▬▬ ▬▬ ▬▬▬ ▬▬ ▬▬▬ ▬ ▬▬▬▬ ▬▬ ▬▬▬ ▬▬ ▬▬▬ ▬ ▬▬▬▬ ▬▬ ▬▬▬ ▬▬ ▬▬▬ ▬ ▬▬▬▬ ▬▬ ▬▬▬ ▬▬ ▬▬▬ ▬ ▬▬▬▬ ▬▬ ▬▬▬ ▬▬ ▬▬▬ ▬ ▬▬▬▬ ▬▬ ▬▬▬ ▬▬ ▬▬▬ ▬ ▬▬▬▬ ▬▬ ▬▬▬ ▬▬ ▬▬▬ ▬ ▬▬▬▬ ▬▬ ▬▬▬ ▬▬ ▬▬▬ ▬ ▬▬▬▬ ▬▬ ▬▬▬ ▬▬ ▬▬▬ ▬ ▬▬▬▬ ▬▬ ▬▬▬ ▬▬ ▬▬▬ ▬ ▬▬▬▬ ▬▬ ▬▬▬ ▬▬ ▬▬▬ ▬ ▬▬▬▬ ▬▬ ▬▬▬ xyxy=(959,162,1083,259)
filler-text: ▬▬ ▬▬▬ ▬ ▬▬▬▬ ▬▬ ▬▬▬ ▬▬ ▬▬▬ ▬ ▬▬▬▬ ▬▬ ▬▬▬ ▬▬ ▬▬▬ ▬ ▬▬▬▬ ▬▬ ▬▬▬ ▬▬ ▬▬▬ ▬ ▬▬▬▬ ▬▬ ▬▬▬ ▬▬ ▬▬▬ ▬ ▬▬▬▬ ▬▬ ▬▬▬ ▬▬ ▬▬▬ ▬ ▬▬▬▬ ▬▬ ▬▬▬ ▬▬ ▬▬▬ ▬ ▬▬▬▬ ▬▬ ▬▬▬ ▬▬ ▬▬▬ ▬ ▬▬▬▬ ▬▬ ▬▬▬ ▬▬ ▬▬▬ ▬ ▬▬▬▬ ▬▬ ▬▬▬ ▬▬ ▬▬▬ ▬ ▬▬▬▬ ▬▬ ▬▬▬ xyxy=(959,508,1083,567)
index-entry-page: 8 xyxy=(140,243,144,250)
index-entry-page: 8 xyxy=(140,264,144,271)
story-heading: DELAYED TRIALS. xyxy=(848,701,925,711)
story-subheading: CHARGE OF MURDER. xyxy=(974,79,1068,88)
filler-text: ▬▬ ▬▬▬ ▬ ▬▬▬▬ ▬▬ ▬▬▬ ▬▬ ▬▬▬ ▬ ▬▬▬▬ ▬▬ ▬▬▬ ▬▬ ▬▬▬ ▬ ▬▬▬▬ ▬▬ ▬▬▬ ▬▬ ▬▬▬ ▬ ▬▬▬▬ ▬▬ ▬▬▬ ▬▬ ▬▬▬ ▬ ▬▬▬▬ ▬▬ ▬▬▬ ▬▬ ▬▬▬ ▬ ▬▬▬▬ ▬▬ ▬▬▬ ▬▬ ▬▬▬ ▬ ▬▬▬▬ ▬▬ ▬▬▬ ▬▬ ▬▬▬ ▬ ▬▬▬▬ ▬▬ ▬▬▬ ▬▬ ▬▬▬ ▬ ▬▬▬▬ ▬▬ ▬▬▬ ▬▬ ▬▬▬ ▬ ▬▬▬▬ ▬▬ ▬▬▬ xyxy=(691,147,814,207)
column-1 xyxy=(16,42,150,1630)
story-body: The Borough Council last night approved of plans prepared by Mr. White, specialist in theatre construction, for a building to replace the present Theatre Royal. xyxy=(21,836,144,873)
story-subheading: A BISHOP'S VIEWS ABOUT BISHOPS. xyxy=(165,236,268,253)
story-heading: GOVERNMENT BRICKWORKS. xyxy=(855,560,918,579)
story-subheading: MISSING BOAT SAFE. xyxy=(443,781,526,790)
story-body: A monk named Iliodor triumphed over the efforts of the Holy Synod, the Government, and the police to remove him from his office at Tsaritsin. xyxy=(825,106,948,136)
index-entry-page: 9 xyxy=(140,357,144,364)
filler-text: ▬▬ ▬▬▬ ▬ ▬▬▬▬ ▬▬ ▬▬▬ ▬▬ ▬▬▬ ▬ ▬▬▬▬ ▬▬ ▬▬▬ ▬▬ ▬▬▬ ▬ ▬▬▬▬ ▬▬ ▬▬▬ ▬▬ ▬▬▬ ▬ ▬▬▬▬ ▬▬ ▬▬▬ ▬▬ ▬▬▬ ▬ ▬▬▬▬ ▬▬ ▬▬▬ ▬▬ ▬▬▬ ▬ ▬▬▬▬ ▬▬ ▬▬▬ ▬▬ ▬▬▬ ▬ ▬▬▬▬ ▬▬ ▬▬▬ ▬▬ ▬▬▬ ▬ ▬▬▬▬ ▬▬ ▬▬▬ ▬▬ ▬▬▬ ▬ ▬▬▬▬ ▬▬ ▬▬▬ ▬▬ ▬▬▬ ▬ ▬▬▬▬ ▬▬ ▬▬▬ ▬▬ ▬▬▬ ▬ ▬▬▬▬ ▬▬ ▬▬▬ ▬▬ ▬▬▬ ▬ ▬▬▬▬ ▬▬ ▬▬▬ ▬▬ ▬▬▬ ▬ ▬▬▬▬ ▬▬ ▬▬▬ ▬▬ ▬▬▬ ▬ ▬▬▬▬ ▬▬ ▬▬▬ ▬▬ ▬▬▬ ▬ ▬▬▬▬ ▬▬ ▬▬▬ ▬▬ ▬▬▬ ▬ ▬▬▬▬ ▬▬ ▬▬▬ ▬▬ ▬▬▬ ▬ ▬▬▬▬ ▬▬ ▬▬▬ xyxy=(289,332,412,429)
index-entry xyxy=(21,229,144,236)
story-body: An officer of the National Sailors' and Firemen's Union states that unless their grievances are settled at an international conference a world-wide strike is likely to result. xyxy=(289,212,412,249)
dateline: Cape Town, April 23. xyxy=(484,277,546,284)
letters-heading: LETTERS TO THE EDITOR— xyxy=(21,250,109,257)
story-subheading: CHESS. xyxy=(1007,635,1035,644)
index-entry xyxy=(21,123,144,130)
index-entry-page: 8 xyxy=(140,122,144,129)
story-heading: ALLEGED EMBEZZLEMENT. xyxy=(828,330,945,340)
index-entry-page: 8 xyxy=(140,222,144,229)
story-subheading: OPENED IN NEW SOUTH WALES. xyxy=(839,580,934,597)
sections-index xyxy=(21,286,144,414)
column-4 xyxy=(418,42,552,1630)
story-subheading: DRAINING SCOTLAND'S MANHOOD. xyxy=(572,482,665,499)
story-subheading: FRENCH REINFORCEMENTS. xyxy=(563,109,674,117)
story-heading: COPYRIGHT. xyxy=(726,792,779,802)
index-entry-label: WOMAN'S WORLD xyxy=(21,364,79,371)
filler-text: ▬▬ ▬▬▬ ▬ ▬▬▬▬ ▬▬ ▬▬▬ ▬▬ ▬▬▬ ▬ ▬▬▬▬ ▬▬ ▬▬▬ ▬▬ ▬▬▬ ▬ ▬▬▬▬ ▬▬ ▬▬▬ ▬▬ ▬▬▬ ▬ ▬▬▬▬ ▬▬ ▬▬▬ ▬▬ ▬▬▬ ▬ ▬▬▬▬ ▬▬ ▬▬▬ ▬▬ ▬▬▬ ▬ ▬▬▬▬ ▬▬ ▬▬▬ ▬▬ ▬▬▬ ▬ ▬▬▬▬ ▬▬ ▬▬▬ ▬▬ ▬▬▬ ▬ ▬▬▬▬ ▬▬ ▬▬▬ ▬▬ ▬▬▬ ▬ ▬▬▬▬ ▬▬ ▬▬▬ ▬▬ ▬▬▬ ▬ ▬▬▬▬ ▬▬ ▬▬▬ xyxy=(825,493,948,553)
index-entry xyxy=(21,130,144,137)
filler-text: ▬▬ ▬▬▬ ▬ ▬▬▬▬ ▬▬ ▬▬▬ ▬▬ ▬▬▬ ▬ ▬▬▬▬ ▬▬ ▬▬▬ ▬▬ ▬▬▬ ▬ ▬▬▬▬ ▬▬ ▬▬▬ ▬▬ ▬▬▬ ▬ ▬▬▬▬ ▬▬ ▬▬▬ ▬▬ ▬▬▬ ▬ ▬▬▬▬ ▬▬ ▬▬▬ ▬▬ ▬▬▬ ▬ ▬▬▬▬ ▬▬ ▬▬▬ ▬▬ ▬▬▬ ▬ ▬▬▬▬ ▬▬ ▬▬▬ ▬▬ ▬▬▬ ▬ ▬▬▬▬ ▬▬ ▬▬▬ ▬▬ ▬▬▬ ▬ ▬▬▬▬ ▬▬ ▬▬▬ ▬▬ ▬▬▬ ▬ ▬▬▬▬ ▬▬ ▬▬▬ xyxy=(691,594,814,654)
filler-text: ▬▬ ▬▬▬ ▬ ▬▬▬▬ ▬▬ ▬▬▬ ▬▬ ▬▬▬ ▬ ▬▬▬▬ ▬▬ ▬▬▬ ▬▬ ▬▬▬ ▬ ▬▬▬▬ ▬▬ ▬▬▬ ▬▬ ▬▬▬ ▬ ▬▬▬▬ ▬▬ ▬▬▬ ▬▬ ▬▬▬ ▬ ▬▬▬▬ ▬▬ ▬▬▬ ▬▬ ▬▬▬ ▬ ▬▬▬▬ ▬▬ ▬▬▬ ▬▬ ▬▬▬ ▬ ▬▬▬▬ ▬▬ ▬▬▬ ▬▬ ▬▬▬ ▬ ▬▬▬▬ ▬▬ ▬▬▬ ▬▬ ▬▬▬ ▬ ▬▬▬▬ ▬▬ ▬▬▬ ▬▬ ▬▬▬ ▬ ▬▬▬▬ ▬▬ ▬▬▬ ▬▬ ▬▬▬ ▬ ▬▬▬▬ ▬▬ ▬▬▬ ▬▬ ▬▬▬ ▬ ▬▬▬▬ ▬▬ ▬▬▬ ▬▬ ▬▬▬ ▬ ▬▬▬▬ ▬▬ ▬▬▬ ▬▬ ▬▬▬ ▬ ▬▬▬▬ ▬▬ ▬▬▬ ▬▬ ▬▬▬ ▬ ▬▬▬▬ ▬▬ ▬▬▬ ▬▬ ▬▬▬ ▬ ▬▬▬▬ ▬▬ ▬▬▬ ▬▬ ▬▬▬ ▬ ▬▬▬▬ ▬▬ ▬▬▬ xyxy=(959,866,1083,963)
story-body: The "Vossische Zeitung" claims to be in possession of information showing that it is the intention of France to occupy Tangier. xyxy=(557,326,680,356)
index-entry-label: Furniture Trade Dispute xyxy=(21,264,95,271)
index-entry xyxy=(21,88,144,95)
page-number: 7 xyxy=(1087,10,1096,30)
story-heading: MARVELS OF SURGERY. xyxy=(702,238,803,248)
letters-index xyxy=(21,258,144,286)
filler-text: ▬▬ ▬▬▬ ▬ ▬▬▬▬ ▬▬ ▬▬▬ ▬▬ ▬▬▬ ▬ ▬▬▬▬ ▬▬ ▬▬▬ ▬▬ ▬▬▬ ▬ ▬▬▬▬ ▬▬ ▬▬▬ ▬▬ ▬▬▬ ▬ ▬▬▬▬ ▬▬ ▬▬▬ ▬▬ ▬▬▬ ▬ ▬▬▬▬ ▬▬ ▬▬▬ ▬▬ ▬▬▬ ▬ ▬▬▬▬ ▬▬ ▬▬▬ ▬▬ ▬▬▬ ▬ ▬▬▬▬ ▬▬ ▬▬▬ ▬▬ ▬▬▬ ▬ ▬▬▬▬ ▬▬ ▬▬▬ ▬▬ ▬▬▬ ▬ ▬▬▬▬ ▬▬ ▬▬▬ ▬▬ ▬▬▬ ▬ ▬▬▬▬ ▬▬ ▬▬▬ xyxy=(155,812,278,872)
story-body: Rouet (a clerk in the French Ministry for Foreign Affairs) who, with Maimon (a Mohammedan, naturalised in England), and Fullier (Maimon's secretary), is charged with stealing French State documents and offering to sell them to other Powers. xyxy=(423,359,546,411)
index-entry-label: LEADERS— xyxy=(21,80,57,87)
index-entry-label: Customs Returns xyxy=(21,243,73,250)
filler-text: ▬▬ ▬▬▬ ▬ ▬▬▬▬ ▬▬ ▬▬▬ ▬▬ ▬▬▬ ▬ ▬▬▬▬ ▬▬ ▬▬▬ ▬▬ ▬▬▬ ▬ ▬▬▬▬ ▬▬ ▬▬▬ ▬▬ ▬▬▬ ▬ ▬▬▬▬ ▬▬ ▬▬▬ ▬▬ ▬▬▬ ▬ ▬▬▬▬ ▬▬ ▬▬▬ ▬▬ ▬▬▬ ▬ ▬▬▬▬ ▬▬ ▬▬▬ ▬▬ ▬▬▬ ▬ ▬▬▬▬ ▬▬ ▬▬▬ ▬▬ ▬▬▬ ▬ ▬▬▬▬ ▬▬ ▬▬▬ ▬▬ ▬▬▬ ▬ ▬▬▬▬ ▬▬ ▬▬▬ ▬▬ ▬▬▬ ▬ ▬▬▬▬ ▬▬ ▬▬▬ xyxy=(289,706,412,766)
index-entry-page: 6 xyxy=(140,94,144,101)
story-subheading: VALUATION DEPARTMENT. xyxy=(970,769,1072,778)
story-heading: DYNAMITE OUTRAGE xyxy=(989,50,1053,75)
story-subheading: A MIDNIGHT EXPLOSION. xyxy=(971,260,1071,269)
story-heading: THE COAL VEND CASE. xyxy=(569,786,668,796)
story-subheading: A VIGOROUS CAMPAIGN. xyxy=(705,460,800,469)
dateline: Dunedin, April 24. xyxy=(90,585,144,592)
index-subheading: SOME LEADING FEATURES. xyxy=(28,70,137,78)
index-entry xyxy=(21,194,144,201)
filler-text: ▬▬ ▬▬▬ ▬ ▬▬▬▬ ▬▬ ▬▬▬ ▬▬ ▬▬▬ ▬ ▬▬▬▬ ▬▬ ▬▬▬ ▬▬ ▬▬▬ ▬ ▬▬▬▬ ▬▬ ▬▬▬ ▬▬ ▬▬▬ ▬ ▬▬▬▬ ▬▬ ▬▬▬ ▬▬ ▬▬▬ ▬ ▬▬▬▬ ▬▬ ▬▬▬ ▬▬ ▬▬▬ ▬ ▬▬▬▬ ▬▬ ▬▬▬ ▬▬ ▬▬▬ ▬ ▬▬▬▬ ▬▬ ▬▬▬ ▬▬ ▬▬▬ ▬ ▬▬▬▬ ▬▬ ▬▬▬ ▬▬ ▬▬▬ ▬ ▬▬▬▬ ▬▬ ▬▬▬ ▬▬ ▬▬▬ ▬ ▬▬▬▬ ▬▬ ▬▬▬ ▬▬ ▬▬▬ ▬ ▬▬▬▬ ▬▬ ▬▬▬ ▬▬ ▬▬▬ ▬ ▬▬▬▬ ▬▬ ▬▬▬ ▬▬ ▬▬▬ ▬ ▬▬▬▬ ▬▬ ▬▬▬ ▬▬ ▬▬▬ ▬ ▬▬▬▬ ▬▬ ▬▬▬ ▬▬ ▬▬▬ ▬ ▬▬▬▬ ▬▬ ▬▬▬ ▬▬ ▬▬▬ ▬ ▬▬▬▬ ▬▬ ▬▬▬ ▬▬ ▬▬▬ ▬ ▬▬▬▬ ▬▬ ▬▬▬ xyxy=(959,655,1083,752)
dateline: Taihape, April 24. xyxy=(91,787,144,794)
index-entry-label: Tarakaka Letter xyxy=(21,165,69,172)
story-subheading: THE EVIDENCE. xyxy=(587,797,650,806)
filler-text: ▬▬ ▬▬▬ ▬ ▬▬▬▬ ▬▬ ▬▬▬ ▬▬ ▬▬▬ ▬ ▬▬▬▬ ▬▬ ▬▬▬ ▬▬ ▬▬▬ ▬ ▬▬▬▬ ▬▬ ▬▬▬ ▬▬ ▬▬▬ ▬ ▬▬▬▬ ▬▬ ▬▬▬ ▬▬ ▬▬▬ ▬ ▬▬▬▬ ▬▬ ▬▬▬ ▬▬ ▬▬▬ ▬ ▬▬▬▬ ▬▬ ▬▬▬ ▬▬ ▬▬▬ ▬ ▬▬▬▬ ▬▬ ▬▬▬ ▬▬ ▬▬▬ ▬ ▬▬▬▬ ▬▬ ▬▬▬ ▬▬ ▬▬▬ ▬ ▬▬▬▬ ▬▬ ▬▬▬ ▬▬ ▬▬▬ ▬ ▬▬▬▬ ▬▬ ▬▬▬ xyxy=(155,480,278,540)
filler-text: ▬▬ ▬▬▬ ▬ ▬▬▬▬ ▬▬ ▬▬▬ ▬▬ ▬▬▬ ▬ ▬▬▬▬ ▬▬ ▬▬▬ ▬▬ ▬▬▬ ▬ ▬▬▬▬ ▬▬ ▬▬▬ ▬▬ ▬▬▬ ▬ ▬▬▬▬ ▬▬ ▬▬▬ ▬▬ ▬▬▬ ▬ ▬▬▬▬ ▬▬ ▬▬▬ ▬▬ ▬▬▬ ▬ ▬▬▬▬ ▬▬ ▬▬▬ ▬▬ ▬▬▬ ▬ ▬▬▬▬ ▬▬ ▬▬▬ ▬▬ ▬▬▬ ▬ ▬▬▬▬ ▬▬ ▬▬▬ ▬▬ ▬▬▬ ▬ ▬▬▬▬ ▬▬ ▬▬▬ ▬▬ ▬▬▬ ▬ ▬▬▬▬ ▬▬ ▬▬▬ ▬▬ ▬▬▬ ▬ ▬▬▬▬ ▬▬ ▬▬▬ ▬▬ ▬▬▬ ▬ ▬▬▬▬ ▬▬ ▬▬▬ ▬▬ ▬▬▬ ▬ ▬▬▬▬ ▬▬ ▬▬▬ ▬▬ ▬▬▬ ▬ ▬▬▬▬ ▬▬ ▬▬▬ ▬▬ ▬▬▬ ▬ ▬▬▬▬ ▬▬ ▬▬▬ ▬▬ ▬▬▬ ▬ ▬▬▬▬ ▬▬ ▬▬▬ ▬▬ ▬▬▬ ▬ ▬▬▬▬ ▬▬ ▬▬▬ xyxy=(825,351,948,448)
index-entry xyxy=(21,208,144,215)
story-body: There is considerable feeling among the congregation of Christ Church (Anglican) owing to the Archbishop of Sydney declaring the cope an illegal vestment. xyxy=(289,293,412,331)
